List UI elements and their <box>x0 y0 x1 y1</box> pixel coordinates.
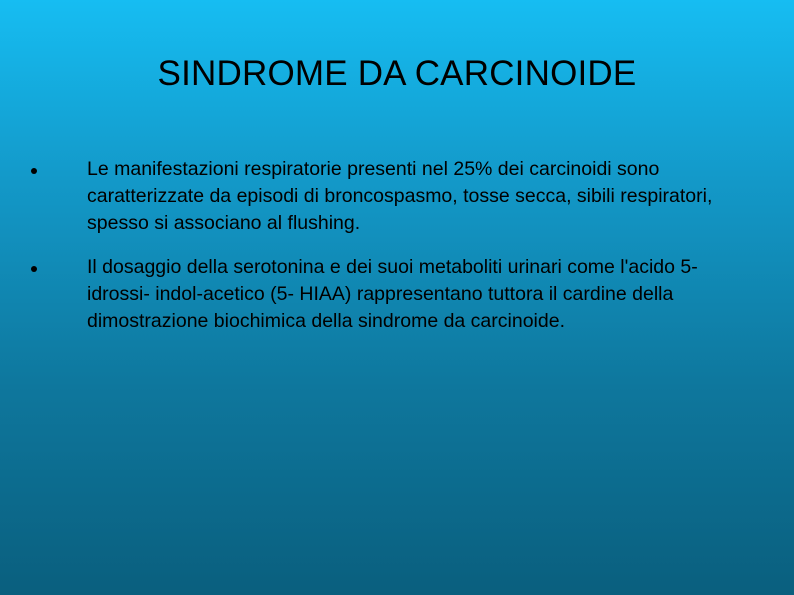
bullet-text: Le manifestazioni respiratorie presenti nel 25% dei carcinoidi sono caratterizzate da episodi di broncospasmo, tosse secca, sibili respiratori, spesso si associano al flushing. <box>87 158 713 234</box>
bullet-item <box>28 156 748 237</box>
bullet-dot-icon <box>31 168 37 174</box>
bullet-dot-icon <box>31 266 37 272</box>
bullet-list <box>28 156 748 352</box>
slide-title: SINDROME DA CARCINOIDE <box>157 54 637 93</box>
bullet-text: Il dosaggio della serotonina e dei suoi metaboliti urinari come l'acido 5- idrossi- indol-acetico (5- HIAA) rappresentano tuttora il cardine della dimostrazione biochimica della sindrome da carcinoide. <box>87 256 698 332</box>
bullet-item <box>28 254 748 335</box>
